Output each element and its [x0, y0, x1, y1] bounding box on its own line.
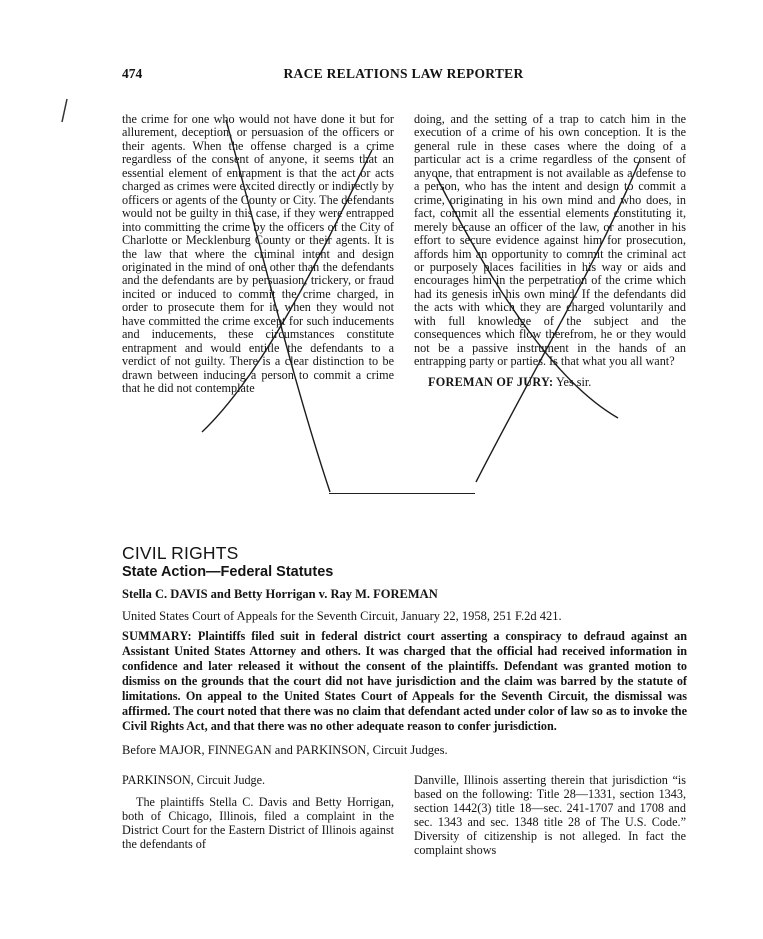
margin-pen-mark: [58, 98, 72, 124]
case-citation: United States Court of Appeals for the Seventh Circuit, January 22, 1958, 251 F.2d 421.: [122, 609, 562, 623]
page-header: [122, 66, 685, 84]
section-divider: [329, 493, 475, 494]
bench-line: Before MAJOR, FINNEGAN and PARKINSON, Circuit Judges.: [122, 743, 448, 757]
body-paragraph: the crime for one who would not have done it but for allurement, deception, or persuasion of the officers or their agents. When the offense charged is a crime regardless of the consent of anyone, it seems that an essential element of entrapment is that the act or acts charged as crimes were excited directly or indirectly by officers or agents of the County or City. The defendants would not be guilty in this case, if they were entrapped into committing the crime by the officers of the City of Charlotte or Mecklenburg County or their agents. It is the law that where the criminal intent and design originated in the mind of one other than the defendants and the defendants are by persuasion, trickery, or fraud incited or induced to commit the crime charged, in order to prosecute them for it, when they would not have committed the crime except for such inducements and inducements, these circumstances constitute entrapment and would entitle the defendants to a verdict of not guilty. There is a clear distinction to be drawn between inducing a person to commit a crime that he did not contemplate: [122, 112, 394, 396]
opinion-left-column: [122, 774, 394, 852]
foreman-reply: Yes sir.: [555, 374, 592, 389]
body-paragraph: doing, and the setting of a trap to catch him in the execution of a crime of his own conception. It is the general rule in these cases where the doing of a particular act is a crime regardless of the consent of anyone, that entrapment is not available as a defense to a person, who has the intent and design to commit a crime, originating in his own mind and who does, in fact, commit all the essential elements constituting it, merely because an officer of the law, or another in his effort to secure evidence against him for prosecution, affords him an opportunity to commit the criminal act or purposely places facilities in his way or aids and encourages him in the perpetration of the crime which had its genesis in his own mind. If the defendants did the acts with which they are charged voluntarily and with full knowledge of the subject and the consequences which flow therefrom, he or they would not be a passive instrument in the hands of an entrapping party or parties. Is that what you all want?: [414, 112, 686, 369]
opinion-paragraph: The plaintiffs Stella C. Davis and Betty Horrigan, both of Chicago, Illinois, filed a complaint in the District Court for the Eastern District of Illinois against the defendants of: [122, 794, 394, 851]
section-title: CIVIL RIGHTS: [122, 543, 239, 563]
upper-left-column: [122, 113, 394, 396]
case-name: Stella C. DAVIS and Betty Horrigan v. Ray M. FOREMAN: [122, 587, 438, 601]
case-summary: [122, 629, 687, 734]
running-head: RACE RELATIONS LAW REPORTER: [283, 66, 524, 81]
opinion-author: PARKINSON, Circuit Judge.: [122, 773, 266, 787]
summary-label: SUMMARY:: [122, 629, 192, 643]
opinion-paragraph: Danville, Illinois asserting therein that jurisdiction “is based on the following: Title 28—1331, section 1343, section 1442(3) title 18—sec. 241-1707 and 1708 and sec. 1343 and sec. 1348 title 28 of The U.S. Code.” Diversity of citizenship is not alleged. In fact the complaint shows: [414, 773, 686, 857]
foreman-line: [414, 376, 686, 389]
section-subtitle: State Action—Federal Statutes: [122, 564, 334, 580]
upper-right-column: [414, 113, 686, 389]
summary-text: Plaintiffs filed suit in federal district court asserting a conspiracy to defraud against an Assistant United States Attorney and others. It was charged that the official had received information in confidence and later released it without the consent of the plaintiffs. Defendant was granted motion to dismiss on the grounds that the court did not have jurisdiction and the claim was barred by the statute of limitations. On appeal to the United States Court of Appeals for the Seventh Circuit, the dismissal was affirmed. The court noted that there was no claim that defendant acted under color of law so as to invoke the Civil Rights Act, and that there was no other adequate reason to confer jurisdiction.: [122, 629, 687, 733]
opinion-right-column: [414, 774, 686, 857]
foreman-speaker: FOREMAN OF JURY:: [428, 374, 554, 389]
page-number: 474: [122, 66, 143, 81]
